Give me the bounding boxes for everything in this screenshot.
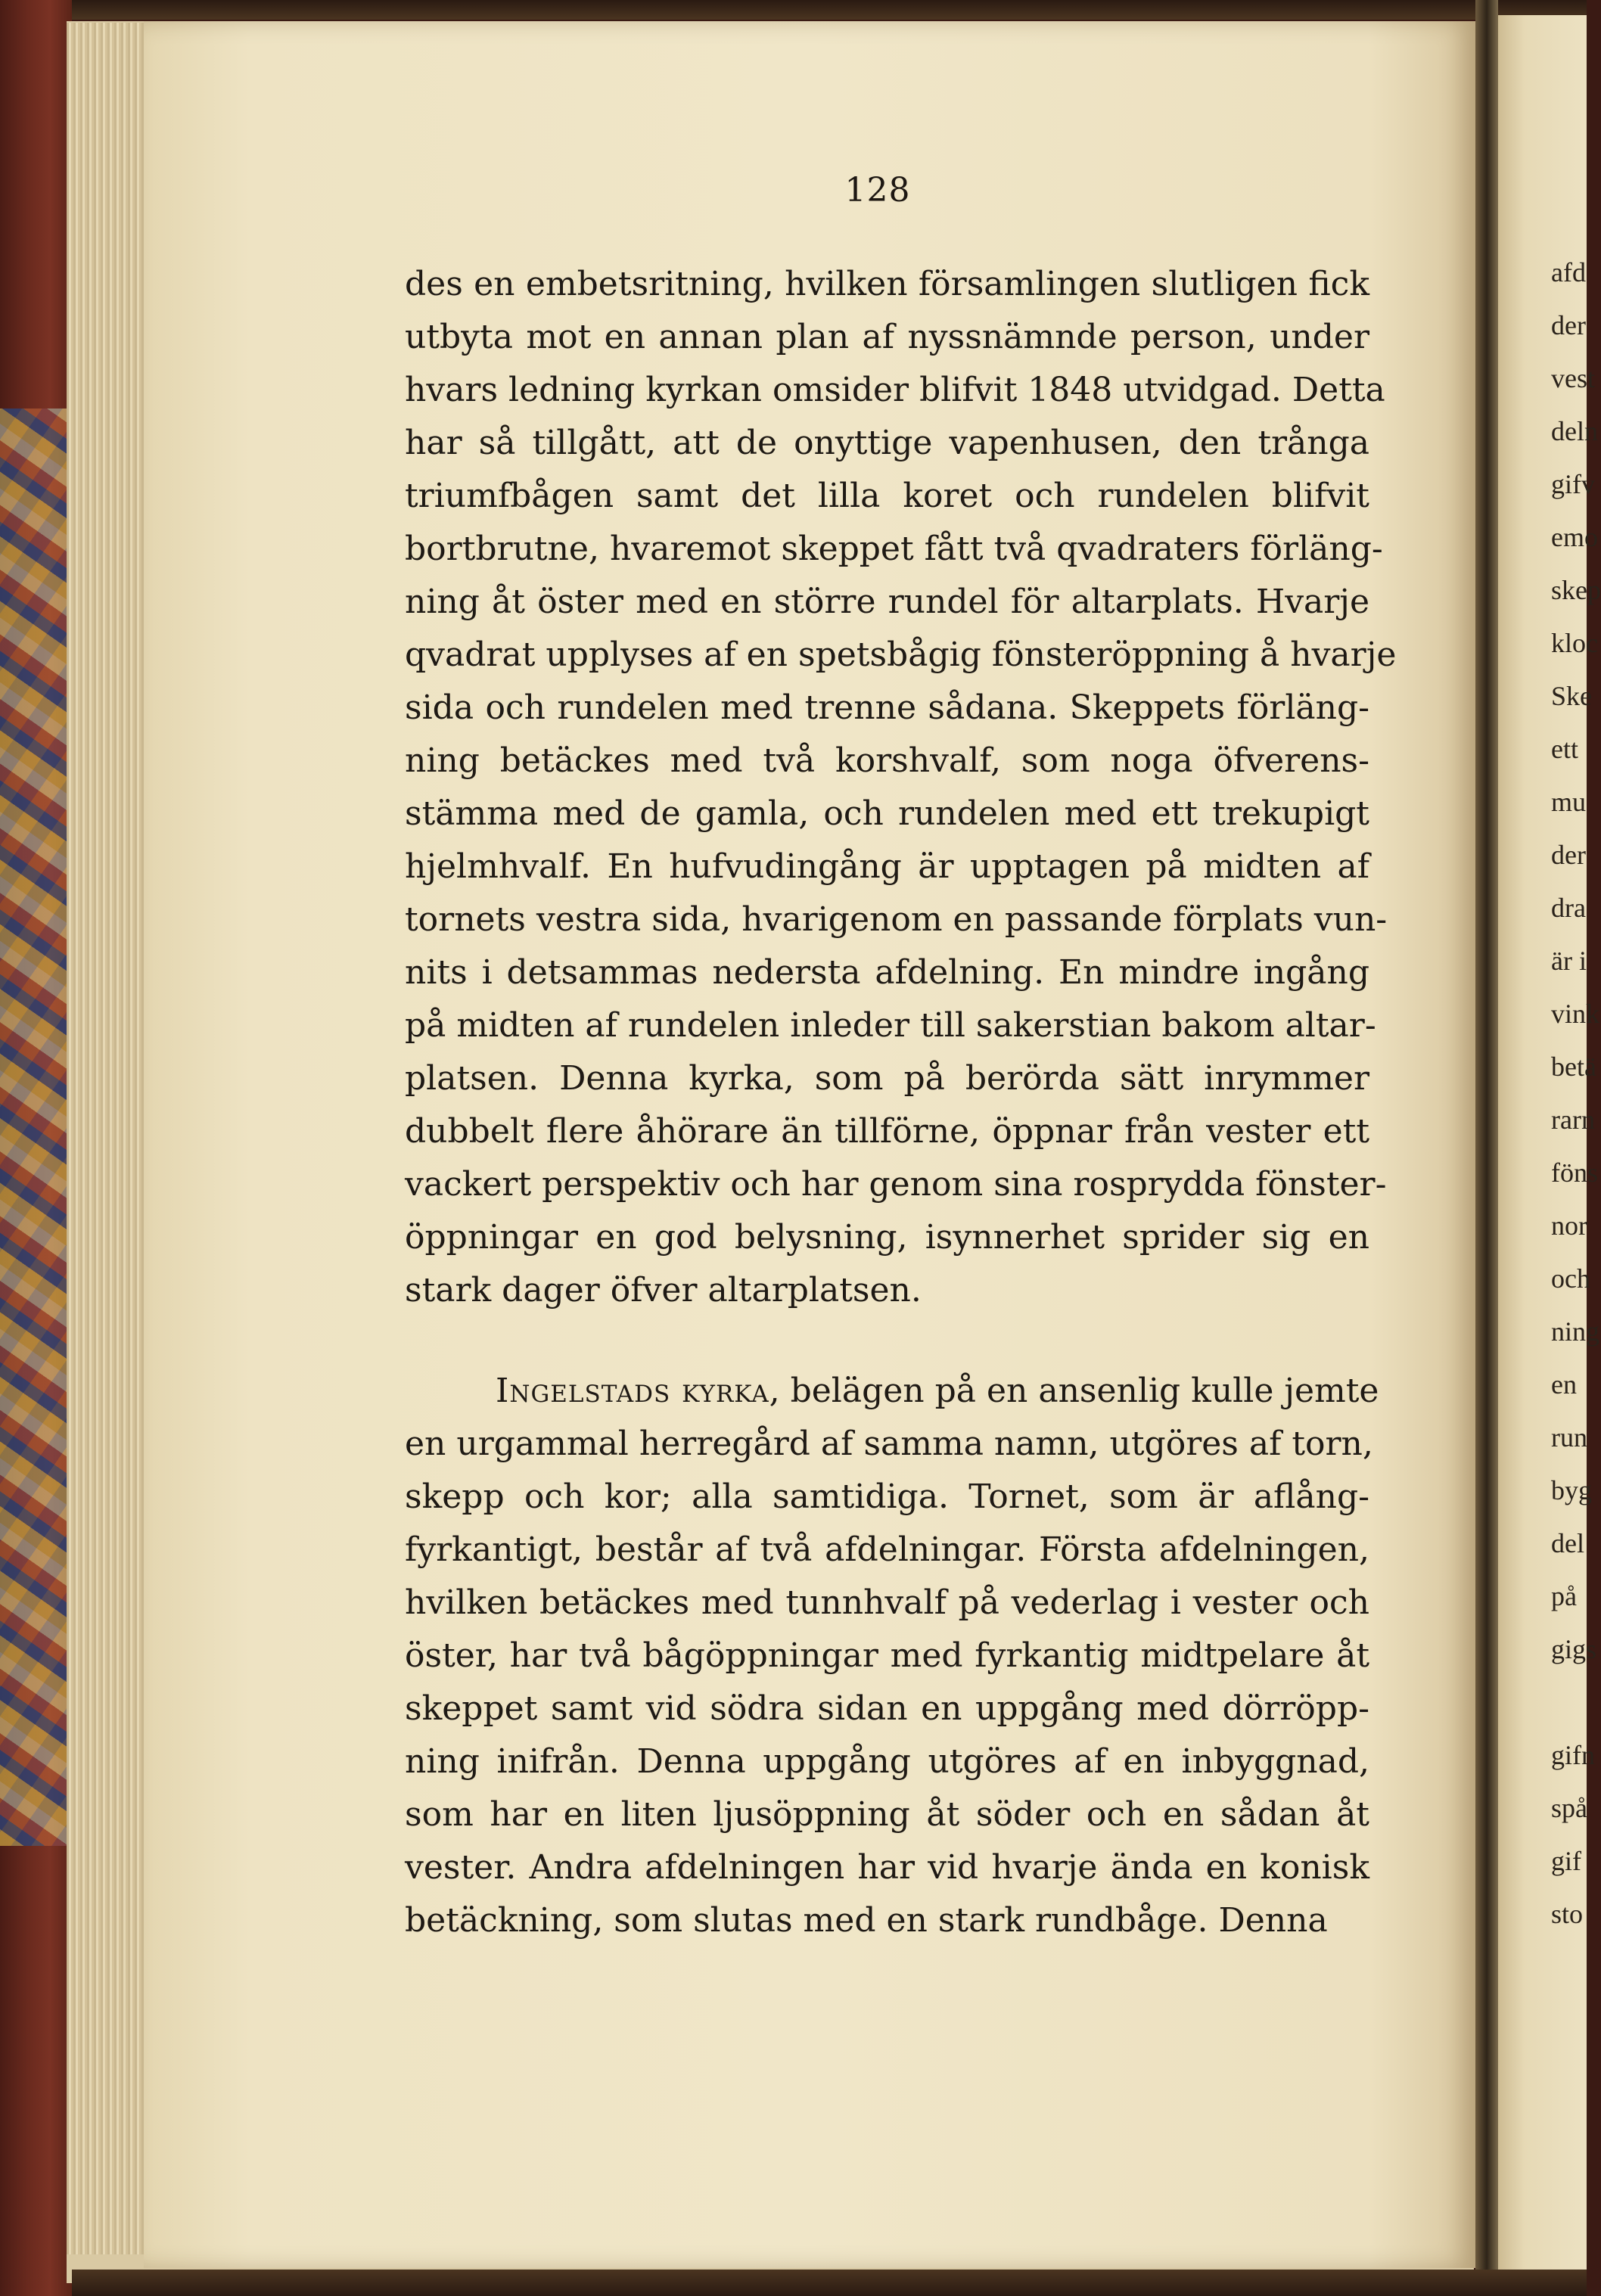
facing-page-word: mu xyxy=(1551,787,1587,817)
facing-page-word: del xyxy=(1551,1528,1584,1558)
text-line: tornets vestra sida, hvarigenom en passande förplats vun- xyxy=(405,900,1388,939)
text-line: vackert perspektiv och har genom sina rosprydda fönster- xyxy=(405,1165,1387,1204)
facing-page-word: och xyxy=(1551,1263,1590,1294)
text-line: ning inifrån. Denna uppgång utgöres af en inbyggnad, xyxy=(405,1742,1369,1781)
book-top-edge xyxy=(72,0,1587,20)
facing-page-word: emo xyxy=(1551,522,1598,552)
facing-page-word: sto xyxy=(1551,1899,1584,1929)
facing-page-word: run xyxy=(1551,1422,1587,1452)
text-line: dubbelt flere åhörare än tillförne, öppnar från vester ett xyxy=(405,1112,1369,1151)
facing-page-word: der xyxy=(1551,840,1586,870)
text-line: öster, har två bågöppningar med fyrkantig midtpelare åt xyxy=(405,1636,1369,1675)
text-line: en urgammal herregård af samma namn, utgöres af torn, xyxy=(405,1425,1373,1463)
text-line: vester. Andra afdelningen har vid hvarje ända en konisk xyxy=(405,1848,1369,1887)
text-line: skepp och kor; alla samtidiga. Tornet, som är aflång- xyxy=(405,1477,1369,1516)
facing-page-word: vest xyxy=(1551,363,1595,393)
text-line: platsen. Denna kyrka, som på berörda sätt inrymmer xyxy=(405,1059,1369,1098)
church-name-heading: Ingelstads kyrka xyxy=(496,1372,769,1410)
text-line: des en embetsritning, hvilken församlingen slutligen fick xyxy=(405,265,1369,303)
facing-page-word: der xyxy=(1551,310,1586,340)
text-line: hvilken betäckes med tunnhvalf på vederlag i vester och xyxy=(405,1583,1369,1622)
facing-page-word: gifv xyxy=(1551,469,1595,499)
text-line: stark dager öfver altarplatsen. xyxy=(405,1271,922,1310)
facing-page-word: Ske xyxy=(1551,681,1592,711)
facing-page-word: på xyxy=(1551,1581,1577,1611)
text-line: har så tillgått, att de onyttige vapenhusen, den trånga xyxy=(405,424,1369,462)
text-line: hjelmhvalf. En hufvudingång är upptagen på midten af xyxy=(405,847,1369,886)
facing-page-word: byg xyxy=(1551,1475,1592,1505)
text-line: qvadrat upplyses af en spetsbågig fönsteröppning å hvarje xyxy=(405,635,1397,674)
facing-page-word: föns xyxy=(1551,1157,1598,1188)
text-line: hvars ledning kyrkan omsider blifvit 1848 utvidgad. Detta xyxy=(405,371,1385,409)
page-number: 128 xyxy=(844,171,911,210)
facing-page-word: ett xyxy=(1551,734,1578,764)
book-bottom-edge xyxy=(72,2270,1587,2296)
text-line: sida och rundelen med trenne sådana. Skeppets förläng- xyxy=(405,688,1369,727)
marbled-endpaper xyxy=(0,409,72,1846)
text-line: nits i detsammas nedersta afdelning. En mindre ingång xyxy=(405,953,1369,992)
facing-page-word: dra xyxy=(1551,893,1586,923)
facing-page-word: betä xyxy=(1551,1052,1596,1082)
text-line: ning betäckes med två korshvalf, som noga öfverens- xyxy=(405,741,1369,780)
text-line: betäckning, som slutas med en stark rundbåge. Denna xyxy=(405,1901,1328,1940)
facing-page-word: skep xyxy=(1551,575,1601,605)
text-line: som har en liten ljusöppning åt söder och en sådan åt xyxy=(405,1795,1369,1834)
paragraph-2-first-line-rest: , belägen på en ansenlig kulle jemte xyxy=(769,1372,1379,1410)
page-stack-edges xyxy=(67,23,150,2254)
facing-page-word: gifn xyxy=(1551,1740,1595,1770)
text-line: ning åt öster med en större rundel för altarplats. Hvarje xyxy=(405,583,1369,621)
facing-page-word: gigs xyxy=(1551,1634,1597,1664)
text-line: stämma med de gamla, och rundelen med ett trekupigt xyxy=(405,794,1369,833)
facing-page xyxy=(1498,15,1601,2285)
paragraph-2-first-line xyxy=(496,1368,1379,1415)
facing-page-word: rarn xyxy=(1551,1105,1595,1135)
text-line: utbyta mot en annan plan af nyssnämnde person, under xyxy=(405,318,1369,356)
text-line: triumfbågen samt det lilla koret och rundelen blifvit xyxy=(405,477,1369,515)
text-line: på midten af rundelen inleder till sakerstian bakom altar- xyxy=(405,1006,1376,1045)
book-gutter xyxy=(1475,0,1498,2296)
text-line: skeppet samt vid södra sidan en uppgång med dörröpp- xyxy=(405,1689,1369,1728)
facing-page-word: afd xyxy=(1551,257,1586,287)
facing-page-word: gif xyxy=(1551,1846,1581,1876)
facing-page-word: är i xyxy=(1551,946,1587,976)
facing-page-word: en xyxy=(1551,1369,1577,1400)
facing-page-word: ning xyxy=(1551,1316,1600,1347)
facing-page-word: deln xyxy=(1551,416,1598,446)
facing-page-word: vink xyxy=(1551,999,1600,1029)
facing-page-word: nor xyxy=(1551,1210,1587,1241)
text-line: bortbrutne, hvaremot skeppet fått två qvadraters förläng- xyxy=(405,530,1383,568)
facing-page-word: kloc xyxy=(1551,628,1598,658)
facing-page-word: spå xyxy=(1551,1793,1587,1823)
text-line: fyrkantigt, består af två afdelningar. Första afdelningen, xyxy=(405,1530,1369,1569)
text-line: öppningar en god belysning, isynnerhet sprider sig en xyxy=(405,1218,1369,1257)
